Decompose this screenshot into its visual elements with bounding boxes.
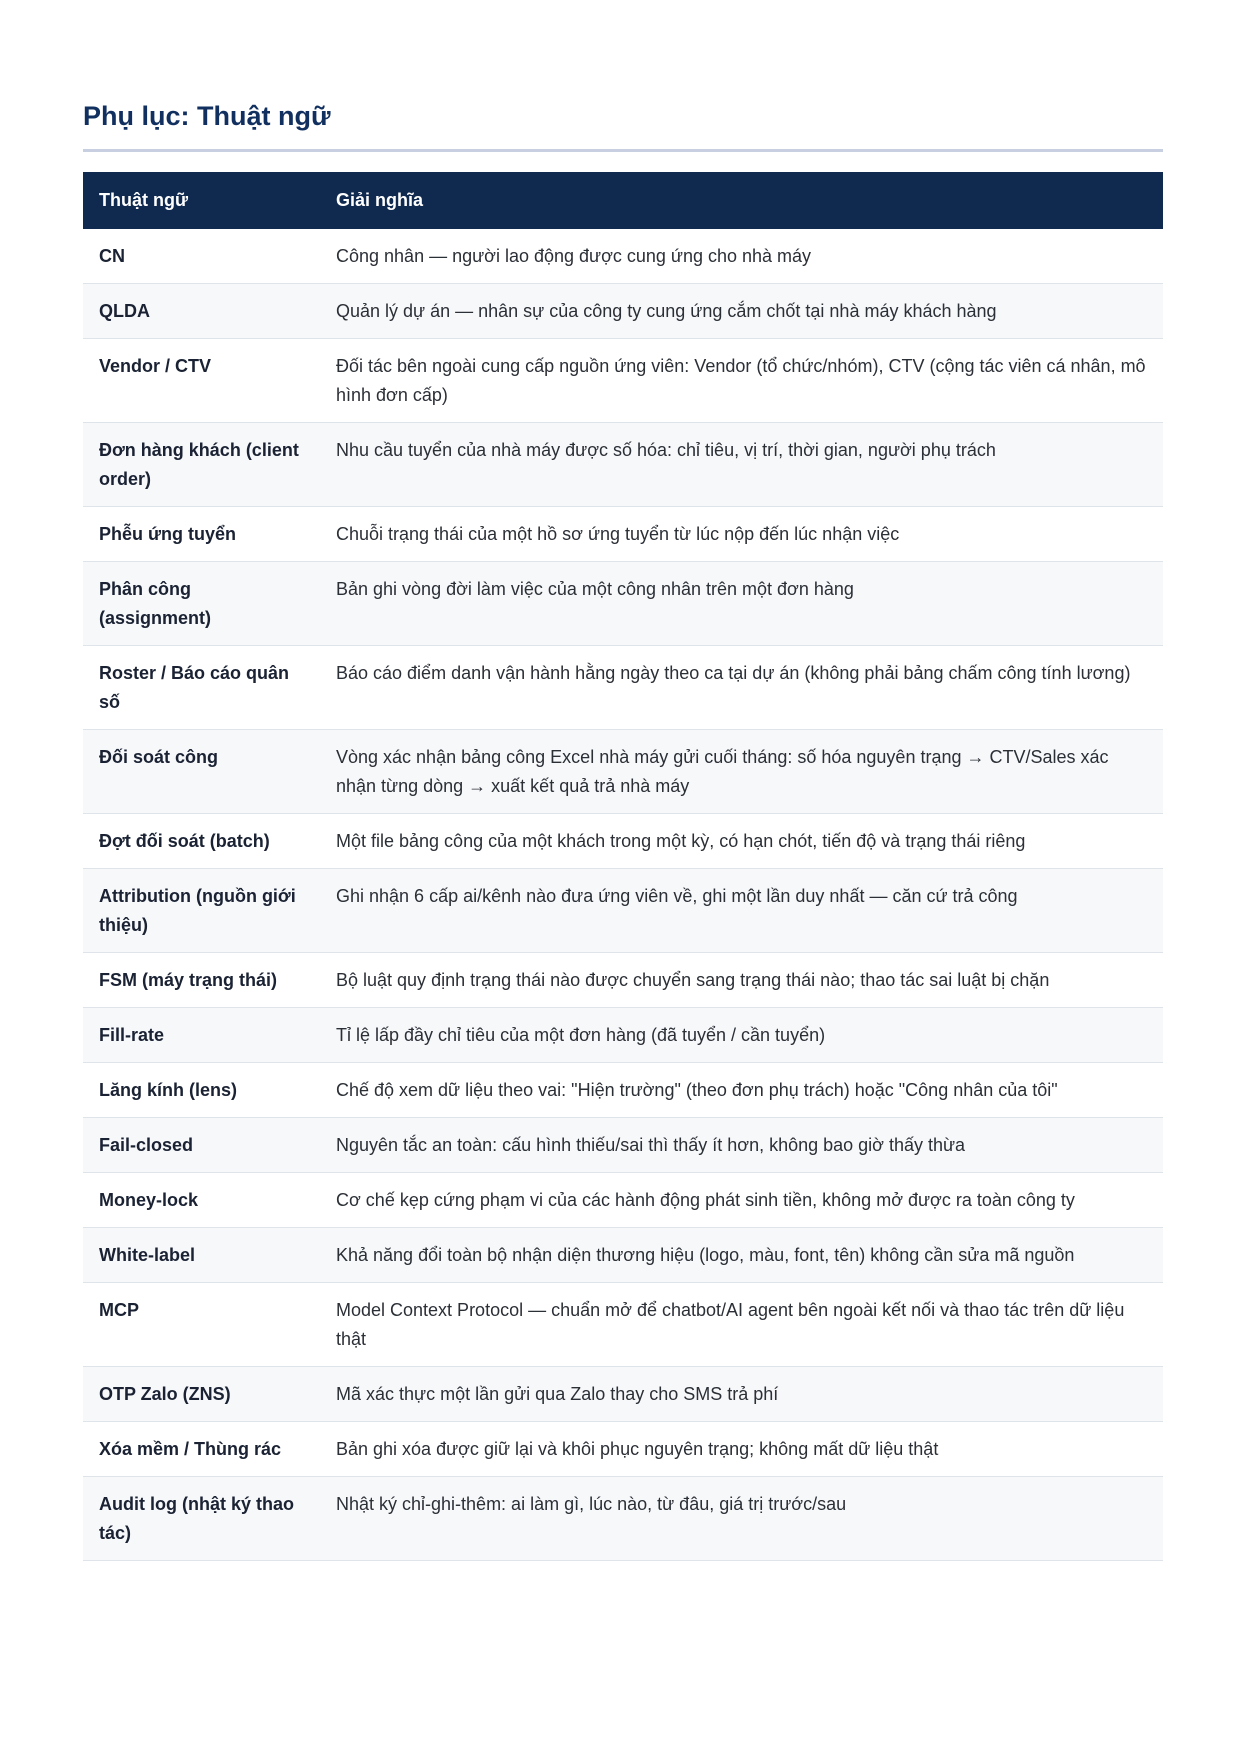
table-row	[83, 339, 1163, 423]
term-cell: Roster / Báo cáo quân số	[83, 646, 320, 730]
table-row	[83, 423, 1163, 507]
definition-cell: Nguyên tắc an toàn: cấu hình thiếu/sai thì thấy ít hơn, không bao giờ thấy thừa	[320, 1118, 1163, 1173]
table-row	[83, 1283, 1163, 1367]
term-cell: MCP	[83, 1283, 320, 1367]
definition-cell: Nhu cầu tuyển của nhà máy được số hóa: chỉ tiêu, vị trí, thời gian, người phụ trách	[320, 423, 1163, 507]
title-divider	[83, 149, 1163, 152]
definition-cell: Đối tác bên ngoài cung cấp nguồn ứng viên: Vendor (tổ chức/nhóm), CTV (cộng tác viên cá nhân, mô hình đơn cấp)	[320, 339, 1163, 423]
definition-cell: Một file bảng công của một khách trong một kỳ, có hạn chót, tiến độ và trạng thái riêng	[320, 814, 1163, 869]
column-header-term: Thuật ngữ	[83, 172, 320, 229]
definition-cell: Mã xác thực một lần gửi qua Zalo thay cho SMS trả phí	[320, 1367, 1163, 1422]
table-row	[83, 284, 1163, 339]
term-cell: Fail-closed	[83, 1118, 320, 1173]
term-cell: Money-lock	[83, 1173, 320, 1228]
table-body	[83, 229, 1163, 1561]
table-row	[83, 1477, 1163, 1561]
definition-cell: Bộ luật quy định trạng thái nào được chuyển sang trạng thái nào; thao tác sai luật bị chặn	[320, 953, 1163, 1008]
term-cell: QLDA	[83, 284, 320, 339]
table-row	[83, 1063, 1163, 1118]
table-row	[83, 1173, 1163, 1228]
table-header	[83, 172, 1163, 229]
table-row	[83, 646, 1163, 730]
term-cell: Đợt đối soát (batch)	[83, 814, 320, 869]
column-header-definition: Giải nghĩa	[320, 172, 1163, 229]
term-cell: FSM (máy trạng thái)	[83, 953, 320, 1008]
table-row	[83, 507, 1163, 562]
definition-cell: Bản ghi xóa được giữ lại và khôi phục nguyên trạng; không mất dữ liệu thật	[320, 1422, 1163, 1477]
table-header-row	[83, 172, 1163, 229]
definition-cell: Quản lý dự án — nhân sự của công ty cung ứng cắm chốt tại nhà máy khách hàng	[320, 284, 1163, 339]
term-cell: Đối soát công	[83, 730, 320, 814]
term-cell: OTP Zalo (ZNS)	[83, 1367, 320, 1422]
definition-cell: Model Context Protocol — chuẩn mở để chatbot/AI agent bên ngoài kết nối và thao tác trên dữ liệu thật	[320, 1283, 1163, 1367]
table-row	[83, 869, 1163, 953]
table-row	[83, 229, 1163, 284]
table-row	[83, 814, 1163, 869]
glossary-table	[83, 172, 1163, 1561]
term-cell: Xóa mềm / Thùng rác	[83, 1422, 320, 1477]
definition-cell: Ghi nhận 6 cấp ai/kênh nào đưa ứng viên về, ghi một lần duy nhất — căn cứ trả công	[320, 869, 1163, 953]
definition-cell: Chuỗi trạng thái của một hồ sơ ứng tuyển từ lúc nộp đến lúc nhận việc	[320, 507, 1163, 562]
term-cell: CN	[83, 229, 320, 284]
term-cell: Audit log (nhật ký thao tác)	[83, 1477, 320, 1561]
table-row	[83, 730, 1163, 814]
definition-cell: Tỉ lệ lấp đầy chỉ tiêu của một đơn hàng (đã tuyển / cần tuyển)	[320, 1008, 1163, 1063]
table-row	[83, 562, 1163, 646]
glossary-page	[83, 96, 1163, 1561]
term-cell: White-label	[83, 1228, 320, 1283]
definition-cell: Cơ chế kẹp cứng phạm vi của các hành động phát sinh tiền, không mở được ra toàn công ty	[320, 1173, 1163, 1228]
definition-cell: Khả năng đổi toàn bộ nhận diện thương hiệu (logo, màu, font, tên) không cần sửa mã nguồn	[320, 1228, 1163, 1283]
table-row	[83, 1422, 1163, 1477]
term-cell: Phễu ứng tuyển	[83, 507, 320, 562]
term-cell: Fill-rate	[83, 1008, 320, 1063]
term-cell: Đơn hàng khách (client order)	[83, 423, 320, 507]
table-row	[83, 1008, 1163, 1063]
definition-cell: Bản ghi vòng đời làm việc của một công nhân trên một đơn hàng	[320, 562, 1163, 646]
page-title: Phụ lục: Thuật ngữ	[83, 101, 331, 131]
term-cell: Attribution (nguồn giới thiệu)	[83, 869, 320, 953]
table-row	[83, 1228, 1163, 1283]
term-cell: Phân công (assignment)	[83, 562, 320, 646]
definition-cell: Công nhân — người lao động được cung ứng cho nhà máy	[320, 229, 1163, 284]
table-row	[83, 953, 1163, 1008]
term-cell: Lăng kính (lens)	[83, 1063, 320, 1118]
definition-cell: Nhật ký chỉ-ghi-thêm: ai làm gì, lúc nào, từ đâu, giá trị trước/sau	[320, 1477, 1163, 1561]
table-row	[83, 1118, 1163, 1173]
definition-cell: Chế độ xem dữ liệu theo vai: "Hiện trường" (theo đơn phụ trách) hoặc "Công nhân của tôi"	[320, 1063, 1163, 1118]
definition-cell: Vòng xác nhận bảng công Excel nhà máy gửi cuối tháng: số hóa nguyên trạng → CTV/Sales xác nhận từng dòng → xuất kết quả trả nhà máy	[320, 730, 1163, 814]
definition-cell: Báo cáo điểm danh vận hành hằng ngày theo ca tại dự án (không phải bảng chấm công tính lương)	[320, 646, 1163, 730]
table-row	[83, 1367, 1163, 1422]
term-cell: Vendor / CTV	[83, 339, 320, 423]
